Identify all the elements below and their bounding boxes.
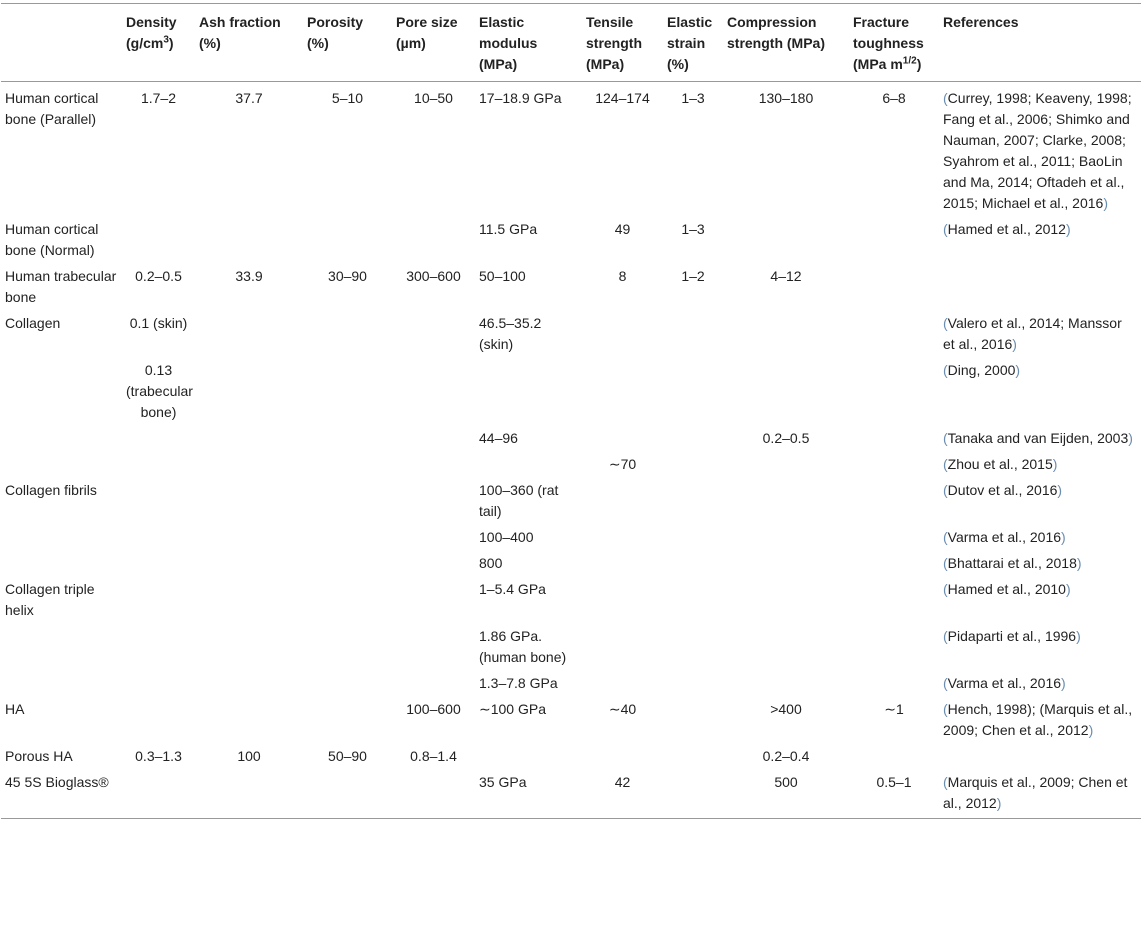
cell-fracture-toughness: 6–8	[882, 90, 906, 106]
cell-fracture-toughness	[849, 552, 939, 578]
cell-ash-fraction	[195, 218, 303, 265]
open-paren: (	[943, 675, 948, 691]
cell-tensile-strength	[582, 552, 663, 578]
cell-density	[122, 427, 195, 453]
cell-compression-strength: 4–12	[770, 268, 802, 284]
table-row	[1, 359, 1141, 427]
close-paren: )	[1057, 482, 1063, 498]
cell-elastic-strain	[663, 526, 723, 552]
cell-references	[939, 359, 1141, 427]
cell-density	[122, 218, 195, 265]
cell-elastic-strain	[663, 698, 723, 745]
cell-compression-strength	[723, 672, 849, 698]
open-paren: (	[943, 315, 948, 331]
cell-compression-strength	[723, 312, 849, 359]
reference-text: Marquis et al., 2009; Chen et al., 2012	[943, 774, 1128, 811]
cell-elastic-modulus	[475, 359, 582, 427]
cell-compression-strength: 0.2–0.5	[762, 430, 810, 446]
cell-elastic-strain	[663, 359, 723, 427]
cell-density: 0.1 (skin)	[129, 315, 188, 331]
cell-pore-size: 300–600	[406, 268, 461, 284]
reference-text: Hamed et al., 2010	[947, 581, 1066, 597]
reference-text: Varma et al., 2016	[947, 529, 1062, 545]
table-row	[1, 625, 1141, 672]
cell-tensile-strength	[582, 427, 663, 453]
table-row	[1, 698, 1141, 745]
header-row	[1, 4, 1141, 82]
cell-references	[939, 312, 1141, 359]
cell-fracture-toughness	[849, 359, 939, 427]
cell-elastic-modulus: 11.5 GPa	[479, 221, 538, 237]
cell-references	[939, 698, 1141, 745]
cell-tensile-strength	[582, 359, 663, 427]
cell-tensile-strength: 42	[614, 774, 631, 790]
header-fracture-toughness: Fracture toughness (MPa $m^{1/2}$)	[853, 14, 924, 72]
cell-references	[939, 672, 1141, 698]
cell-fracture-toughness	[849, 265, 939, 312]
reference-text: Varma et al., 2016	[947, 675, 1062, 691]
cell-elastic-strain	[663, 552, 723, 578]
cell-tensile-strength	[582, 745, 663, 771]
close-paren: )	[1061, 529, 1066, 545]
cell-ash-fraction: 100	[237, 748, 261, 764]
cell-material	[1, 552, 122, 578]
reference-text: Dutov et al., 2016	[947, 482, 1058, 498]
cell-compression-strength	[723, 218, 849, 265]
cell-elastic-modulus: 800	[479, 555, 503, 571]
header-compression-strength: Compression strength (MPa)	[727, 14, 825, 51]
close-paren: )	[1015, 362, 1021, 378]
cell-references	[939, 552, 1141, 578]
cell-elastic-modulus: 1–5.4 GPa	[479, 581, 546, 597]
cell-ash-fraction: 33.9	[235, 268, 263, 284]
cell-material: 45 5S Bioglass®	[5, 774, 109, 790]
open-paren: (	[943, 529, 948, 545]
cell-compression-strength	[723, 526, 849, 552]
open-paren: (	[943, 362, 948, 378]
cell-density	[122, 578, 195, 625]
header-pore-size: Pore size (µm)	[396, 14, 458, 51]
cell-material	[1, 359, 122, 427]
cell-porosity	[303, 672, 392, 698]
cell-porosity	[303, 218, 392, 265]
cell-references	[939, 578, 1141, 625]
cell-ash-fraction	[195, 526, 303, 552]
cell-pore-size	[392, 526, 475, 552]
cell-elastic-strain	[663, 578, 723, 625]
cell-ash-fraction	[195, 625, 303, 672]
reference-text: Valero et al., 2014; Manssor et al., 2016	[943, 315, 1122, 352]
cell-tensile-strength: 49	[614, 221, 631, 237]
cell-elastic-modulus: 1.3–7.8 GPa	[479, 675, 558, 691]
cell-porosity: 50–90	[328, 748, 367, 764]
cell-elastic-modulus	[475, 745, 582, 771]
cell-porosity	[303, 771, 392, 819]
cell-references	[939, 745, 1141, 771]
cell-porosity: 5–10	[331, 90, 364, 106]
close-paren: )	[1065, 221, 1071, 237]
reference-text: Hench, 1998); (Marquis et al., 2009; Chen et al., 2012	[943, 701, 1133, 738]
cell-density	[122, 526, 195, 552]
cell-compression-strength: 130–180	[758, 90, 814, 106]
cell-material: Collagen	[5, 315, 61, 331]
table-row	[1, 771, 1141, 819]
cell-compression-strength	[723, 552, 849, 578]
cell-pore-size: 10–50	[414, 90, 453, 106]
cell-fracture-toughness	[849, 625, 939, 672]
reference-text: Pidaparti et al., 1996	[947, 628, 1077, 644]
cell-material: HA	[5, 701, 25, 717]
open-paren: (	[943, 430, 948, 446]
cell-elastic-modulus: 100–360 (rat tail)	[479, 482, 559, 519]
table-row	[1, 672, 1141, 698]
cell-density	[122, 625, 195, 672]
cell-pore-size	[392, 453, 475, 479]
cell-porosity	[303, 526, 392, 552]
open-paren: (	[943, 628, 948, 644]
cell-pore-size	[392, 672, 475, 698]
close-paren: )	[1065, 581, 1071, 597]
cell-elastic-modulus: 50–100	[479, 268, 526, 284]
cell-pore-size: 100–600	[406, 701, 461, 717]
cell-compression-strength	[723, 578, 849, 625]
cell-fracture-toughness	[849, 427, 939, 453]
header-references: References	[943, 14, 1019, 30]
cell-elastic-modulus: 44–96	[479, 430, 518, 446]
cell-fracture-toughness	[849, 745, 939, 771]
open-paren: (	[943, 456, 948, 472]
cell-ash-fraction	[195, 771, 303, 819]
cell-density: 0.13 (trabecular bone)	[126, 362, 193, 420]
cell-elastic-modulus: 46.5–35.2 (skin)	[479, 315, 542, 352]
cell-density	[122, 672, 195, 698]
cell-fracture-toughness	[849, 672, 939, 698]
close-paren: )	[1076, 555, 1082, 571]
cell-references	[939, 427, 1141, 453]
cell-fracture-toughness	[849, 526, 939, 552]
header-ash-fraction: Ash fraction (%)	[199, 14, 281, 51]
cell-fracture-toughness	[849, 578, 939, 625]
close-paren: )	[1088, 722, 1094, 738]
cell-density	[122, 552, 195, 578]
cell-pore-size: 0.8–1.4	[410, 748, 457, 764]
cell-ash-fraction	[195, 453, 303, 479]
table-row	[1, 552, 1141, 578]
cell-elastic-strain	[663, 625, 723, 672]
cell-material: Human cortical bone (Parallel)	[5, 90, 99, 127]
cell-fracture-toughness	[849, 453, 939, 479]
cell-pore-size	[392, 427, 475, 453]
cell-tensile-strength: 8	[618, 268, 627, 284]
cell-material	[1, 526, 122, 552]
cell-fracture-toughness: ∼1	[884, 701, 904, 717]
table-row	[1, 479, 1141, 526]
open-paren: (	[943, 701, 948, 717]
cell-porosity	[303, 625, 392, 672]
cell-references	[939, 625, 1141, 672]
cell-elastic-strain	[663, 479, 723, 526]
cell-material: Human cortical bone (Normal)	[5, 221, 99, 258]
cell-ash-fraction	[195, 552, 303, 578]
cell-density	[122, 479, 195, 526]
cell-material: Collagen triple helix	[5, 581, 95, 618]
cell-material	[1, 453, 122, 479]
cell-pore-size	[392, 552, 475, 578]
cell-density: 1.7–2	[140, 90, 177, 106]
cell-compression-strength	[723, 359, 849, 427]
table-row	[1, 526, 1141, 552]
header-porosity: Porosity (%)	[307, 14, 364, 51]
cell-elastic-strain	[663, 453, 723, 479]
cell-pore-size	[392, 479, 475, 526]
close-paren: )	[996, 795, 1002, 811]
close-paren: )	[1052, 456, 1058, 472]
cell-tensile-strength	[582, 672, 663, 698]
table-body	[1, 82, 1141, 819]
cell-material: Human trabecular bone	[5, 268, 117, 305]
cell-elastic-strain: 1–3	[681, 221, 705, 237]
table-row	[1, 82, 1141, 219]
cell-compression-strength: >400	[770, 701, 802, 717]
table-row	[1, 745, 1141, 771]
cell-elastic-modulus: 1.86 GPa. (human bone)	[479, 628, 567, 665]
cell-porosity	[303, 552, 392, 578]
cell-references	[939, 526, 1141, 552]
cell-porosity	[303, 479, 392, 526]
cell-references	[939, 218, 1141, 265]
cell-fracture-toughness	[849, 479, 939, 526]
cell-compression-strength	[723, 453, 849, 479]
open-paren: (	[943, 90, 948, 106]
cell-elastic-modulus: 17–18.9 GPa	[479, 90, 562, 106]
cell-references	[939, 771, 1141, 819]
table-row	[1, 265, 1141, 312]
cell-porosity: 30–90	[328, 268, 367, 284]
open-paren: (	[943, 482, 948, 498]
cell-compression-strength	[723, 625, 849, 672]
header-density: Density $(g/cm^3)$	[126, 14, 177, 51]
cell-material: Porous HA	[5, 748, 73, 764]
cell-elastic-strain	[663, 427, 723, 453]
cell-ash-fraction	[195, 427, 303, 453]
reference-text: Tanaka and van Eijden, 2003	[947, 430, 1129, 446]
cell-porosity	[303, 698, 392, 745]
reference-text: Bhattarai et al., 2018	[947, 555, 1077, 571]
open-paren: (	[943, 581, 948, 597]
cell-porosity	[303, 359, 392, 427]
cell-fracture-toughness	[849, 312, 939, 359]
cell-references	[939, 453, 1141, 479]
cell-tensile-strength	[582, 625, 663, 672]
reference-text: Currey, 1998; Keaveny, 1998; Fang et al., 2006; Shimko and Nauman, 2007; Clarke, 2008; Syahrom et al., 2011; BaoLin and Ma, 2014; Oftadeh et al., 2015; Michael et al., 2016	[943, 90, 1132, 211]
cell-pore-size	[392, 578, 475, 625]
cell-porosity	[303, 312, 392, 359]
reference-text: Ding, 2000	[947, 362, 1016, 378]
cell-elastic-strain: 1–3	[681, 90, 705, 106]
cell-compression-strength	[723, 479, 849, 526]
reference-text: Hamed et al., 2012	[947, 221, 1066, 237]
open-paren: (	[943, 774, 948, 790]
cell-density: 0.3–1.3	[135, 748, 182, 764]
cell-density: 0.2–0.5	[135, 268, 182, 284]
cell-pore-size	[392, 218, 475, 265]
cell-elastic-strain	[663, 672, 723, 698]
cell-ash-fraction	[195, 479, 303, 526]
cell-pore-size	[392, 359, 475, 427]
cell-tensile-strength	[582, 578, 663, 625]
table-row	[1, 218, 1141, 265]
cell-tensile-strength	[582, 479, 663, 526]
cell-material	[1, 672, 122, 698]
table-row	[1, 578, 1141, 625]
cell-pore-size	[392, 312, 475, 359]
cell-material	[1, 427, 122, 453]
cell-porosity	[303, 453, 392, 479]
table-row	[1, 427, 1141, 453]
cell-tensile-strength: ∼40	[608, 701, 637, 717]
cell-ash-fraction: 37.7	[235, 90, 263, 106]
cell-porosity	[303, 427, 392, 453]
cell-elastic-strain	[663, 312, 723, 359]
cell-references	[939, 82, 1141, 219]
close-paren: )	[1061, 675, 1066, 691]
cell-elastic-modulus	[475, 453, 582, 479]
cell-density	[122, 771, 195, 819]
close-paren: )	[1076, 628, 1081, 644]
cell-tensile-strength: 124–174	[595, 90, 650, 106]
cell-ash-fraction	[195, 578, 303, 625]
close-paren: )	[1012, 336, 1017, 352]
cell-compression-strength: 500	[774, 774, 798, 790]
cell-ash-fraction	[195, 359, 303, 427]
cell-references	[939, 479, 1141, 526]
cell-pore-size	[392, 625, 475, 672]
cell-tensile-strength: ∼70	[608, 456, 637, 472]
table-row	[1, 453, 1141, 479]
cell-ash-fraction	[195, 672, 303, 698]
cell-compression-strength: 0.2–0.4	[762, 748, 810, 764]
header-tensile-strength: Tensile strength (MPa)	[586, 14, 642, 72]
header-material	[1, 4, 122, 82]
cell-elastic-modulus: 35 GPa	[479, 774, 527, 790]
cell-density	[122, 453, 195, 479]
cell-elastic-strain	[663, 771, 723, 819]
cell-porosity	[303, 578, 392, 625]
table-row	[1, 312, 1141, 359]
cell-ash-fraction	[195, 698, 303, 745]
cell-elastic-strain	[663, 745, 723, 771]
close-paren: )	[1103, 195, 1109, 211]
header-elastic-modulus: Elastic modulus (MPa)	[479, 14, 538, 72]
reference-text: Zhou et al., 2015	[947, 456, 1053, 472]
cell-pore-size	[392, 771, 475, 819]
close-paren: )	[1128, 430, 1133, 446]
cell-fracture-toughness	[849, 218, 939, 265]
cell-tensile-strength	[582, 526, 663, 552]
cell-elastic-modulus: 100–400	[479, 529, 534, 545]
cell-fracture-toughness: 0.5–1	[876, 774, 912, 790]
material-properties-table	[1, 3, 1141, 819]
cell-references	[939, 265, 1141, 312]
cell-elastic-strain: 1–2	[681, 268, 705, 284]
cell-ash-fraction	[195, 312, 303, 359]
open-paren: (	[943, 221, 948, 237]
header-elastic-strain: Elastic strain (%)	[667, 14, 713, 72]
cell-tensile-strength	[582, 312, 663, 359]
cell-material: Collagen fibrils	[5, 482, 97, 498]
cell-density	[122, 698, 195, 745]
open-paren: (	[943, 555, 948, 571]
cell-material	[1, 625, 122, 672]
cell-elastic-modulus: ∼100 GPa	[479, 701, 546, 717]
